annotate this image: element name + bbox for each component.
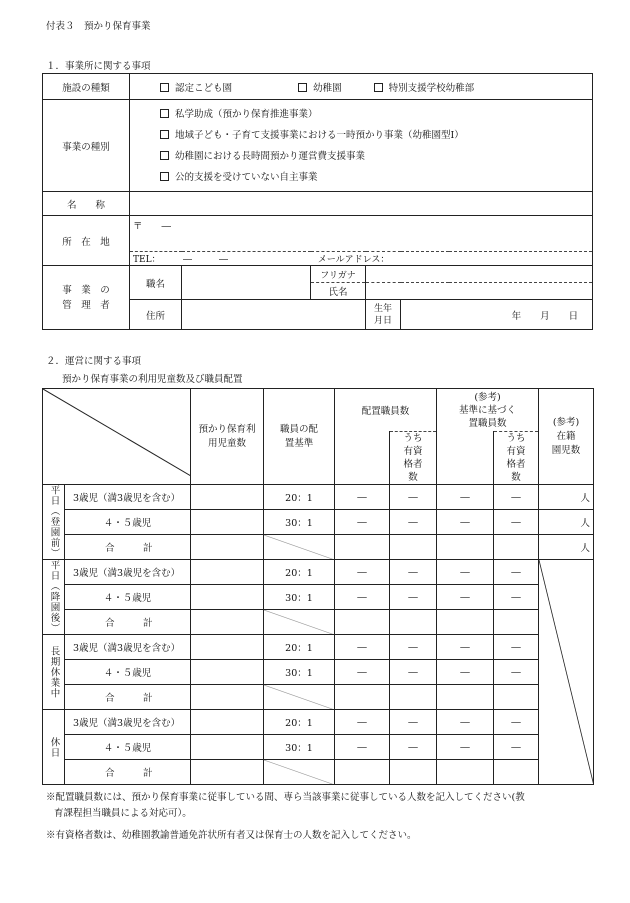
staff-qualified-cell[interactable]: [390, 535, 437, 560]
row-label: 合 計: [65, 610, 191, 635]
row-label: 合 計: [65, 685, 191, 710]
business-option-1[interactable]: 私学助成（預かり保育推進事業）: [160, 104, 589, 125]
table-row: [43, 685, 594, 710]
note-2: ※有資格者数は、幼稚園教諭普通免許状所有者又は保育士の人数を記入してください。: [46, 830, 417, 841]
staff-qualified-cell[interactable]: ―: [390, 660, 437, 685]
business-option-4[interactable]: 公的支援を受けていない自主事業: [160, 167, 589, 188]
birth-label: 生年 月日: [366, 300, 401, 330]
staff-qualified-cell[interactable]: [390, 760, 437, 785]
staff-qualified-cell[interactable]: ―: [390, 710, 437, 735]
ref-qualified-cell[interactable]: [494, 610, 539, 635]
staff-total-cell[interactable]: [335, 535, 390, 560]
manager-label: 事 業 の 管 理 者: [43, 266, 130, 330]
group-label: 平日（登園前）: [43, 485, 65, 560]
ref-total-cell[interactable]: [437, 610, 494, 635]
ref-qualified-cell[interactable]: ―: [494, 560, 539, 585]
children-count-cell[interactable]: [191, 635, 264, 660]
home-address-label: 住所: [130, 300, 182, 330]
ref-total-cell[interactable]: ―: [437, 635, 494, 660]
row-label: 3歳児（満3歳児を含む）: [65, 485, 191, 510]
table-row: [43, 560, 594, 585]
name-field[interactable]: [130, 192, 593, 216]
ref-total-cell[interactable]: ―: [437, 710, 494, 735]
row-label: ４・５歳児: [65, 660, 191, 685]
facility-option-yochien[interactable]: 幼稚園: [298, 83, 342, 94]
standard-ratio: 20：1: [264, 485, 335, 510]
section1-heading: １．事業所に関する事項: [46, 61, 151, 72]
staff-total-cell[interactable]: [335, 610, 390, 635]
standard-empty-cell: [264, 685, 335, 710]
birth-date-field[interactable]: 年 月 日: [401, 300, 593, 330]
checkbox-icon: [374, 83, 383, 92]
header-reference-staff: (参考) 基準に基づく 置職員数: [437, 389, 539, 432]
staff-qualified-cell[interactable]: ―: [390, 485, 437, 510]
table-row: [43, 710, 594, 735]
header-diagonal-cell: [43, 389, 191, 485]
facility-table: [42, 73, 593, 330]
standard-empty-cell: [264, 610, 335, 635]
ref-qualified-cell[interactable]: ―: [494, 635, 539, 660]
row-label: 3歳児（満3歳児を含む）: [65, 710, 191, 735]
row-label: ４・５歳児: [65, 735, 191, 760]
staff-total-cell[interactable]: ―: [335, 560, 390, 585]
staff-total-cell[interactable]: ―: [335, 735, 390, 760]
ref-total-cell[interactable]: [437, 685, 494, 710]
staff-qualified-cell[interactable]: ―: [390, 735, 437, 760]
business-type-label: 事業の種別: [43, 100, 130, 192]
staff-qualified-cell[interactable]: [390, 610, 437, 635]
children-count-cell[interactable]: [191, 735, 264, 760]
ref-qualified-cell[interactable]: [494, 535, 539, 560]
diagonal-line: [43, 389, 191, 476]
staff-total-cell[interactable]: ―: [335, 510, 390, 535]
postal-mark: 〒 ―: [133, 221, 172, 232]
standard-ratio: 30：1: [264, 735, 335, 760]
standard-empty-cell: [264, 535, 335, 560]
ref-total-cell[interactable]: ―: [437, 660, 494, 685]
header-ref-total: [437, 432, 494, 485]
row-label: 合 計: [65, 760, 191, 785]
checkbox-icon: [160, 172, 169, 181]
note-1: ※配置職員数には、預かり保育事業に従事している間、専ら当該事業に従事している人数を記入してください(教: [46, 792, 525, 803]
children-count-cell[interactable]: [191, 610, 264, 635]
facility-option-kodomoen[interactable]: 認定こども園: [160, 83, 232, 94]
row-label: ４・５歳児: [65, 585, 191, 610]
enrolled-cell[interactable]: 人: [539, 535, 594, 560]
children-count-cell[interactable]: [191, 685, 264, 710]
ref-qualified-cell[interactable]: [494, 760, 539, 785]
checkbox-icon: [160, 151, 169, 160]
table-row: [43, 635, 594, 660]
table-row: [43, 485, 594, 510]
ref-total-cell[interactable]: ―: [437, 585, 494, 610]
header-staff-total: [335, 432, 390, 485]
header-children: 預かり保育利用児童数: [191, 389, 264, 485]
header-enrolled: (参考) 在籍 園児数: [539, 389, 594, 485]
table-row: [43, 760, 594, 785]
checkbox-icon: [298, 83, 307, 92]
ref-qualified-cell[interactable]: ―: [494, 660, 539, 685]
staff-qualified-cell[interactable]: [390, 685, 437, 710]
staff-qualified-cell[interactable]: ―: [390, 585, 437, 610]
staff-qualified-cell[interactable]: ―: [390, 560, 437, 585]
note-1-cont: 育課程担当職員による対応可）。: [54, 808, 192, 819]
table-row: [43, 610, 594, 635]
staff-total-cell[interactable]: ―: [335, 485, 390, 510]
standard-ratio: 20：1: [264, 635, 335, 660]
tel-field[interactable]: TEL： ― ―: [133, 255, 229, 265]
address-label: 所 在 地: [43, 216, 130, 266]
staff-qualified-cell[interactable]: ―: [390, 510, 437, 535]
furigana-field[interactable]: [366, 266, 593, 283]
staff-total-cell[interactable]: [335, 685, 390, 710]
staff-total-cell[interactable]: ―: [335, 635, 390, 660]
home-address-field[interactable]: [182, 300, 366, 330]
standard-ratio: 20：1: [264, 710, 335, 735]
children-count-cell[interactable]: [191, 535, 264, 560]
ref-qualified-cell[interactable]: [494, 685, 539, 710]
ref-qualified-cell[interactable]: ―: [494, 585, 539, 610]
row-label: 3歳児（満3歳児を含む）: [65, 560, 191, 585]
standard-ratio: 30：1: [264, 585, 335, 610]
furigana-label: フリガナ: [311, 266, 366, 283]
table-row: [43, 660, 594, 685]
person-name-field[interactable]: [366, 283, 593, 300]
ref-qualified-cell[interactable]: ―: [494, 485, 539, 510]
business-type-options: [130, 100, 593, 192]
children-count-cell[interactable]: [191, 760, 264, 785]
enrolled-cell[interactable]: 人: [539, 485, 594, 510]
business-option-2[interactable]: 地域子ども・子育て支援事業における一時預かり事業（幼稚園型Ⅰ）: [160, 125, 589, 146]
table-row: [43, 735, 594, 760]
header-ref-qualified: うち有資格者数: [494, 432, 539, 485]
facility-type-label: 施設の種類: [43, 74, 130, 100]
contact-row: [130, 252, 593, 266]
enrolled-cell[interactable]: 人: [539, 510, 594, 535]
standard-ratio: 20：1: [264, 560, 335, 585]
group-label: 長期休業中: [43, 635, 65, 710]
facility-option-tokubetsu[interactable]: 特別支援学校幼稚部: [374, 83, 475, 94]
enrolled-empty-cell: [539, 560, 594, 785]
ref-total-cell[interactable]: ―: [437, 735, 494, 760]
mail-field[interactable]: メールアドレス：: [317, 255, 390, 265]
section2-heading: ２．運営に関する事項: [46, 356, 142, 367]
children-count-cell[interactable]: [191, 560, 264, 585]
children-count-cell[interactable]: [191, 485, 264, 510]
person-name-label: 氏名: [311, 283, 366, 300]
section2-subheading: 預かり保育事業の利用児童数及び職員配置: [62, 374, 243, 385]
staff-total-cell[interactable]: ―: [335, 660, 390, 685]
business-option-3[interactable]: 幼稚園における長時間預かり運営費支援事業: [160, 146, 589, 167]
standard-ratio: 30：1: [264, 660, 335, 685]
header-standard: 職員の配置基準: [264, 389, 335, 485]
children-count-cell[interactable]: [191, 510, 264, 535]
ref-total-cell[interactable]: ―: [437, 510, 494, 535]
position-label: 職名: [130, 266, 182, 300]
ref-total-cell[interactable]: [437, 535, 494, 560]
checkbox-icon: [160, 130, 169, 139]
row-label: 合 計: [65, 535, 191, 560]
page-title: 付表３ 預かり保育事業: [46, 21, 151, 32]
staff-qualified-cell[interactable]: ―: [390, 635, 437, 660]
table-row: [43, 585, 594, 610]
address-field[interactable]: [130, 216, 593, 252]
ref-total-cell[interactable]: ―: [437, 485, 494, 510]
header-staff: 配置職員数: [335, 389, 437, 432]
staff-total-cell[interactable]: ―: [335, 710, 390, 735]
checkbox-icon: [160, 83, 169, 92]
position-field[interactable]: [182, 266, 311, 300]
row-label: ４・５歳児: [65, 510, 191, 535]
table-row: [43, 510, 594, 535]
table-row: [43, 535, 594, 560]
notes: [46, 790, 601, 844]
header-staff-qualified: うち有資格者数: [390, 432, 437, 485]
ref-qualified-cell[interactable]: ―: [494, 710, 539, 735]
children-count-cell[interactable]: [191, 585, 264, 610]
group-label: 休日: [43, 710, 65, 785]
checkbox-icon: [160, 109, 169, 118]
standard-ratio: 30：1: [264, 510, 335, 535]
ref-total-cell[interactable]: [437, 760, 494, 785]
staff-total-cell[interactable]: [335, 760, 390, 785]
name-label: 名 称: [43, 192, 130, 216]
ref-total-cell[interactable]: ―: [437, 560, 494, 585]
staff-total-cell[interactable]: ―: [335, 585, 390, 610]
ref-qualified-cell[interactable]: ―: [494, 510, 539, 535]
children-count-cell[interactable]: [191, 660, 264, 685]
standard-empty-cell: [264, 760, 335, 785]
children-count-cell[interactable]: [191, 710, 264, 735]
facility-type-options: [130, 74, 593, 100]
row-label: 3歳児（満3歳児を含む）: [65, 635, 191, 660]
staff-table: [42, 388, 594, 785]
ref-qualified-cell[interactable]: ―: [494, 735, 539, 760]
group-label: 平日（降園後）: [43, 560, 65, 635]
